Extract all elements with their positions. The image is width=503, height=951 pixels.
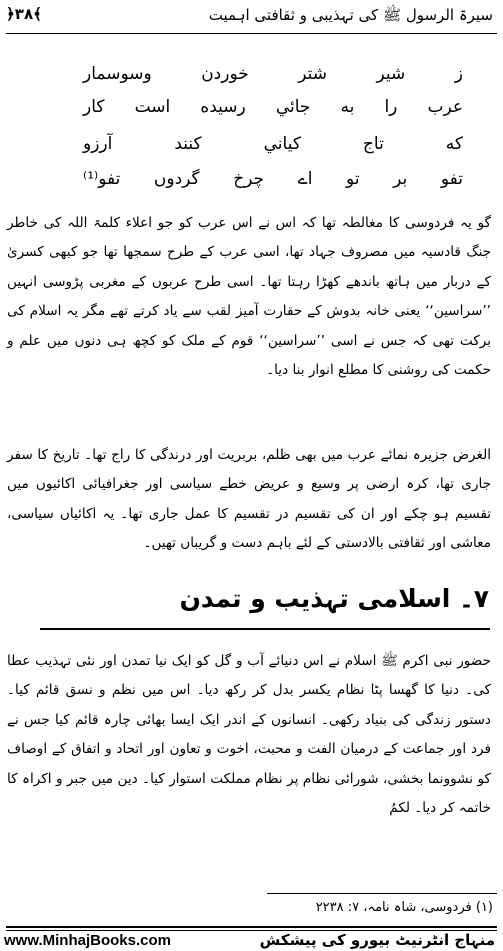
page-number: ﴿۳۸﴾ xyxy=(6,5,42,23)
publisher-credit: منہاج انٹرنیٹ بیورو کی پیشکش xyxy=(259,931,495,949)
verse-line: تفو بر تو اے چرخ گردوں تفو⁽¹⁾ xyxy=(83,169,463,189)
footnote-divider xyxy=(267,893,497,894)
body-paragraph: گو یہ فردوسی کا مغالطہ تھا کہ اس نے اس عرب کو جو اعلاء کلمۃ اللہ کی خاطر جنگ قادسیہ میں مصروف جہاد تھا، اسی عرب کے طرح سمجھا تھا جو کبھی کسریٰ کے دربار میں ہاتھ باندھے کھڑا رہتا تھا۔ اسی طرح عربوں کے مغربی پڑوسی انہیں ’’سراسین‘‘ یعنی خانہ بدوش کے حقارت آمیز لقب سے یاد کرتے تھے مگر یہ اسلام کی برکت تھی کہ جس نے اسی ’’سراسین‘‘ قوم کے ملک کو کچھ ہی دنوں میں علم و حکمت کی روشنی کا مطلع انوار بنا دیا۔ xyxy=(7,215,491,379)
verse-line: عرب را به جائي رسيده است كار xyxy=(83,97,463,117)
heading-underline xyxy=(40,628,490,630)
verse-line: ز شیر شتر خوردن وسوسمار xyxy=(83,64,463,84)
body-paragraph: الغرض جزیرہ نمائے عرب میں بھی ظلم، بربریت اور درندگی کا راج تھا۔ تاریخ کا سفر جاری تھا، کرہ ارضی پر وسیع و عریض خطے سیاسی اور جغرافیائی اکائیوں میں تقسیم ہو چکے اور ان کی تقسیم در تقسیم کا عمل جاری تھا۔ یہ اکائیاں سیاسی، معاشی اور ثقافتی بالادستی کے لئے باہم دست و گریباں تھیں۔ xyxy=(7,447,491,552)
footer-divider xyxy=(6,926,497,928)
header-divider xyxy=(6,33,497,34)
website-link[interactable]: www.MinhajBooks.com xyxy=(4,932,171,949)
footnote: (۱) فردوسی، شاہ نامہ، ۷: ۲۲۳۸ xyxy=(315,900,493,915)
verse-line: كه تاج كياني كنند آرزو xyxy=(83,134,463,154)
body-paragraph: حضور نبی اکرم ﷺ اسلام نے اس دنیائے آب و گل کو ایک نیا تمدن اور نئی تہذیب عطا کی۔ دنیا کا گھسا پٹا نظام یکسر بدل کر رکھ دیا۔ اس میں نظم و نسق قائم کیا۔ دستور زندگی کی بنیاد رکھی۔ انسانوں کے اندر ایک ایسا بھائی چارہ قائم کیا جس نے فرد اور جماعت کے درمیان الفت و محبت، اخوت و تعاون اور اتحاد و اتفاق کے اوصاف کو نشوونما بخشی، شورائی نظام پر نظام مملکت استوار کیا۔ دین میں جبر و اکراہ کا خاتمہ کر دیا۔ لکمُ xyxy=(7,653,491,817)
section-heading: ۷۔ اسلامی تہذیب و تمدن xyxy=(179,584,489,613)
running-header-title: سیرۃ الرسول ﷺ کی تہذیبی و ثقافتی اہمیت xyxy=(208,6,493,24)
